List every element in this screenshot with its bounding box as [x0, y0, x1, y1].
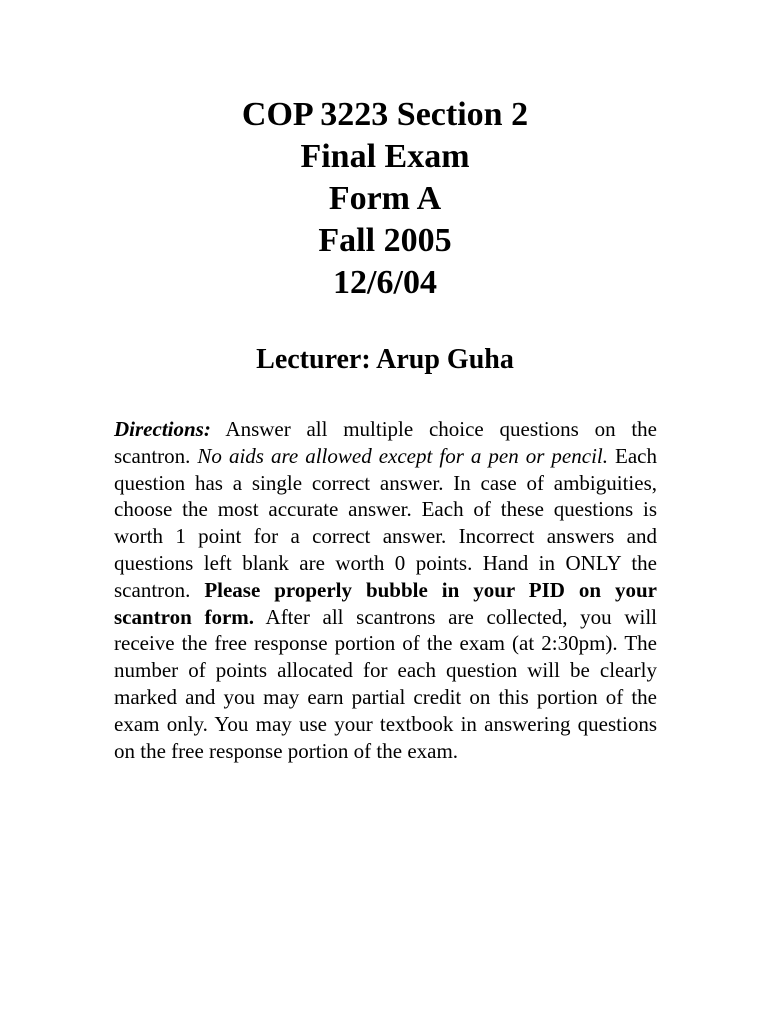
exam-name: Final Exam: [300, 138, 470, 175]
directions-pid-instruction: Please properly bubble in your PID on your scantron form.: [114, 577, 657, 629]
exam-term: Fall 2005: [318, 222, 452, 259]
directions-paragraph: [114, 416, 657, 764]
directions-text-1: Answer all multiple choice questions on the scantron.: [114, 417, 657, 468]
directions-text-3: After all scantrons are collected, you will receive the free response portion of the exam (at 2:30pm). The number of points allocated for each question will be clearly marked and you may earn partial credit on this portion of the exam only. You may use your textbook in answering questions on the free response portion of the exam.: [114, 604, 657, 763]
exam-date: 12/6/04: [333, 264, 437, 301]
exam-title-block: [0, 94, 770, 304]
directions-no-aids-note: No aids are allowed except for a pen or pencil.: [197, 443, 608, 468]
lecturer-name: Lecturer: Arup Guha: [256, 344, 514, 375]
directions-label: Directions:: [114, 417, 211, 441]
exam-form: Form A: [328, 180, 442, 217]
directions-text-2: Each question has a single correct answer. In case of ambiguities, choose the most accurate answer. Each of these questions is worth 1 point for a correct answer. Incorrect answers and questions left blank are worth 0 points. Hand in ONLY the scantron.: [114, 443, 657, 602]
course-title: COP 3223 Section 2: [241, 96, 529, 133]
